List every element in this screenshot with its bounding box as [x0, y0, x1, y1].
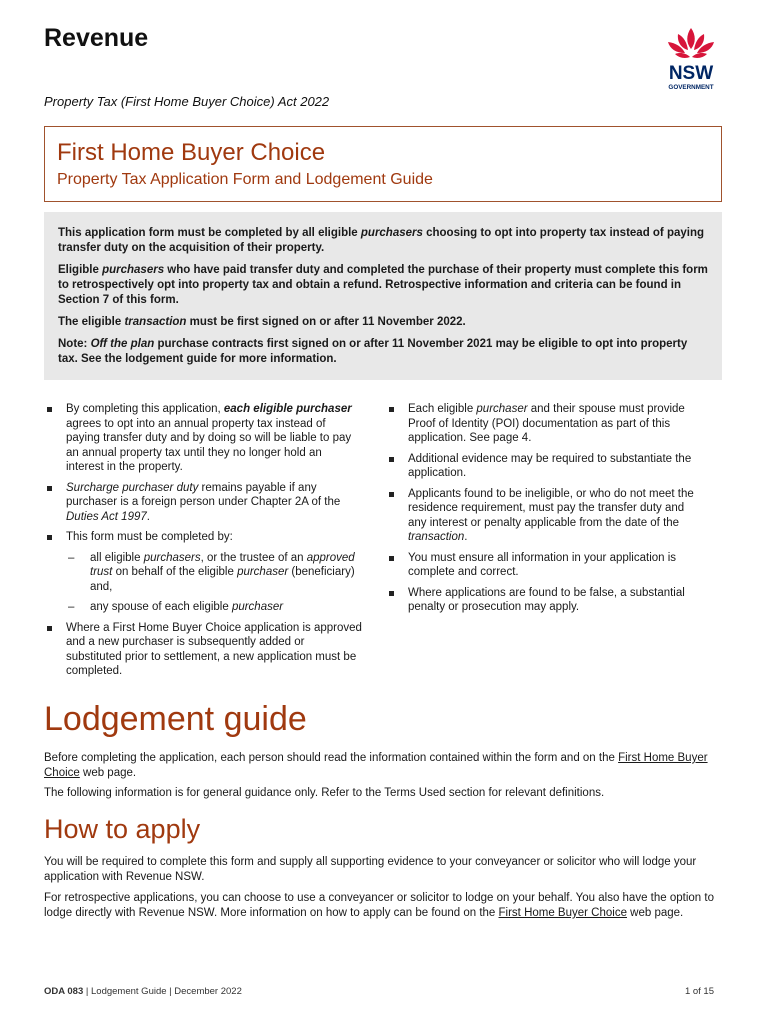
list-item: This form must be completed by: — [44, 530, 362, 545]
list-item: Additional evidence may be required to substantiate the application. — [386, 452, 704, 481]
brand-name: Revenue — [44, 24, 149, 52]
notice-paragraph: Eligible purchasers who have paid transfer duty and completed the purchase of their property must complete this form to retrospectively opt into property tax and obtain a refund. Retrospective information and criteria can be found in Section 7 of this form. — [58, 264, 708, 306]
svg-text:NSW: NSW — [668, 63, 714, 84]
footer-document-code: ODA 083 | Lodgement Guide | December 2022 — [44, 986, 242, 997]
how-to-apply-paragraph: For retrospective applications, you can choose to use a conveyancer or solicitor to lodge on your behalf. You also have the option to lodge directly with Revenue NSW. More information on how to apply can be found on the First Home Buyer Choice web page. — [44, 892, 714, 919]
list-item: Surcharge purchaser duty remains payable if any purchaser is a foreign person under Chapter 2A of the Duties Act 1997. — [44, 481, 362, 525]
list-item: You must ensure all information in your application is complete and correct. — [386, 551, 704, 580]
list-item: Applicants found to be ineligible, or who do not meet the residence requirement, must pay the transfer duty and any interest or penalty applicable from the date of the transaction. — [386, 487, 704, 545]
document-subtitle: Property Tax Application Form and Lodgement Guide — [57, 171, 433, 188]
act-title: Property Tax (First Home Buyer Choice) Act 2022 — [44, 94, 330, 109]
left-bullet-list — [44, 402, 362, 685]
sub-list-item: – all eligible purchasers, or the trustee of an approved trust on behalf of the eligible purchaser (beneficiary) and, — [44, 551, 362, 595]
list-item: Each eligible purchaser and their spouse must provide Proof of Identity (POI) documentation as part of this application. See page 4. — [386, 402, 704, 446]
how-to-apply-paragraph: You will be required to complete this form and supply all supporting evidence to your conveyancer or solicitor who will lodge your application with Revenue NSW. — [44, 856, 697, 883]
lodgement-paragraph: The following information is for general guidance only. Refer to the Terms Used section for relevant definitions. — [44, 787, 605, 799]
nsw-government-logo — [655, 26, 727, 98]
lodgement-paragraph: Before completing the application, each person should read the information contained within the form and on the First Home Buyer Choice web page. — [44, 752, 708, 779]
title-box — [44, 126, 722, 202]
sub-list-item: – any spouse of each eligible purchaser — [44, 600, 362, 615]
svg-text:GOVERNMENT: GOVERNMENT — [668, 84, 714, 91]
right-bullet-list — [386, 402, 704, 621]
lodgement-guide-heading: Lodgement guide — [44, 700, 307, 738]
how-to-apply-heading: How to apply — [44, 814, 201, 844]
list-item: Where a First Home Buyer Choice application is approved and a new purchaser is subsequently added or substituted prior to settlement, a new application must be completed. — [44, 621, 362, 679]
notice-paragraph: This application form must be completed by all eligible purchasers choosing to opt into property tax instead of paying transfer duty on the acquisition of their property. — [58, 227, 705, 254]
first-home-buyer-choice-link[interactable]: First Home Buyer Choice — [498, 907, 627, 919]
page-number: 1 of 15 — [684, 986, 714, 997]
document-title: First Home Buyer Choice — [57, 139, 326, 166]
notice-box — [44, 212, 722, 380]
list-item: Where applications are found to be false, a substantial penalty or prosecution may apply. — [386, 586, 704, 615]
list-item: By completing this application, each eligible purchaser agrees to opt into an annual property tax instead of paying transfer duty and by doing so will be liable to pay an annual property tax until they no longer hold an interest in the property. — [44, 402, 362, 475]
first-home-buyer-choice-link[interactable]: First Home Buyer Choice — [44, 752, 708, 779]
notice-paragraph: Note: Off the plan purchase contracts first signed on or after 11 November 2021 may be eligible to opt into property tax. See the lodgement guide for more information. — [58, 338, 688, 365]
notice-paragraph: The eligible transaction must be first signed on or after 11 November 2022. — [58, 316, 466, 328]
